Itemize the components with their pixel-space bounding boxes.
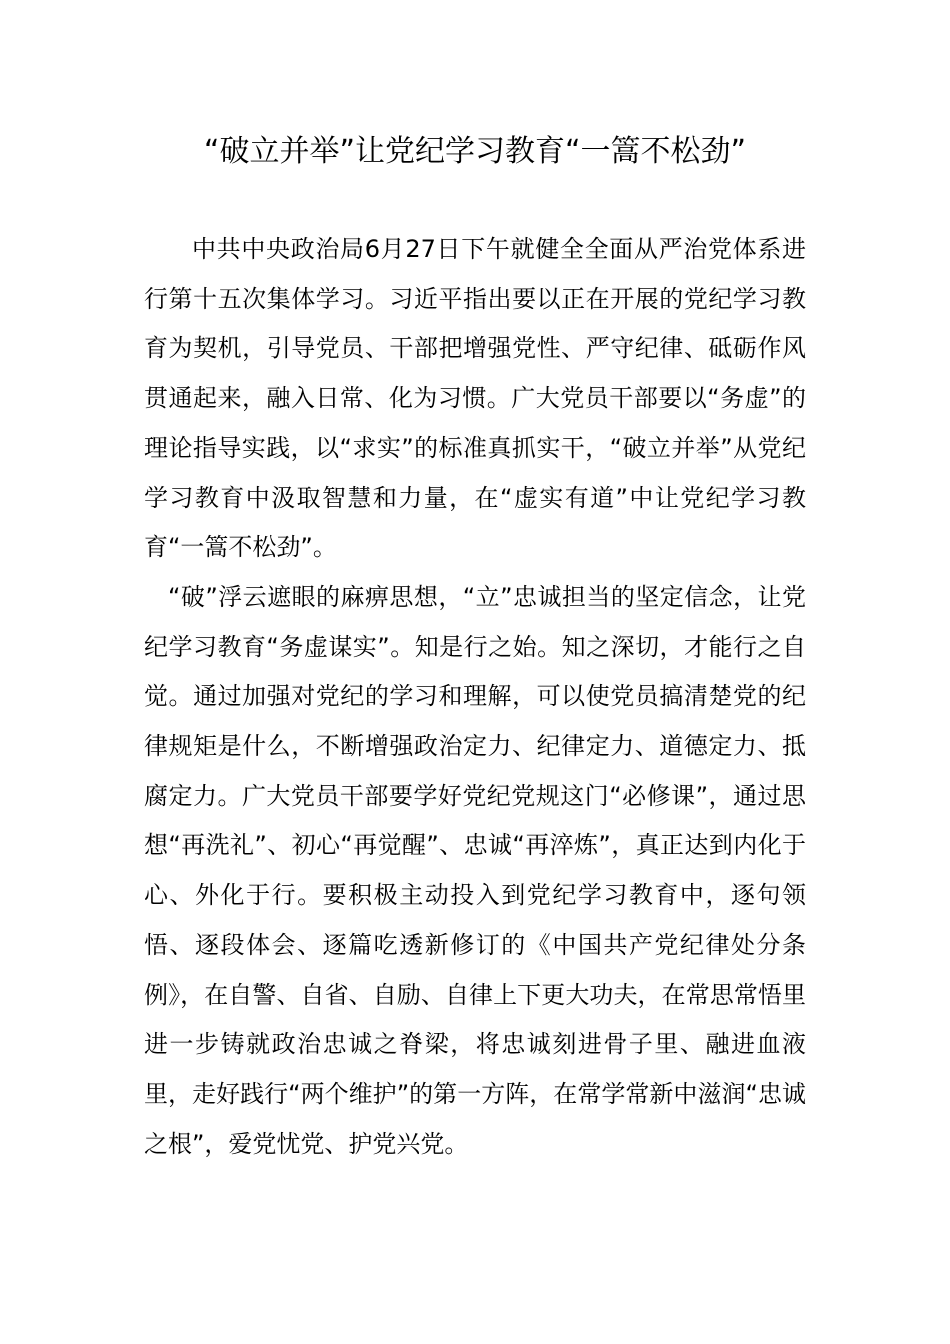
paragraph-intro: 中共中央政治局6月27日下午就健全全面从严治党体系进行第十五次集体学习。习近平指出要以正在开展的党纪学习教育为契机，引导党员、干部把增强党性、严守纪律、砥砺作风贯通起来，融入日常、化为习惯。广大党员干部要以“务虚”的理论指导实践，以“求实”的标准真抓实干，“破立并举”从党纪学习教育中汲取智慧和力量，在“虚实有道”中让党纪学习教育“一篙不松劲”。	[144, 235, 806, 562]
document-body	[144, 225, 806, 1169]
paragraph-section-1: “破”浮云遮眼的麻痹思想，“立”忠诚担当的坚定信念，让党纪学习教育“务虚谋实”。知是行之始。知之深切，才能行之自觉。通过加强对党纪的学习和理解，可以使党员搞清楚党的纪律规矩是什么，不断增强政治定力、纪律定力、道德定力、抵腐定力。广大党员干部要学好党纪党规这门“必修课”，通过思想“再洗礼”、初心“再觉醒”、忠诚“再淬炼”，真正达到内化于心、外化于行。要积极主动投入到党纪学习教育中，逐句领悟、逐段体会、逐篇吃透新修订的《中国共产党纪律处分条例》，在自警、自省、自励、自律上下更大功夫，在常思常悟里进一步铸就政治忠诚之脊梁，将忠诚刻进骨子里、融进血液里，走好践行“两个维护”的第一方阵，在常学常新中滋润“忠诚之根”，爱党忧党、护党兴党。	[144, 582, 806, 1158]
document-title: “破立并举”让党纪学习教育“一篙不松劲”	[203, 134, 747, 169]
